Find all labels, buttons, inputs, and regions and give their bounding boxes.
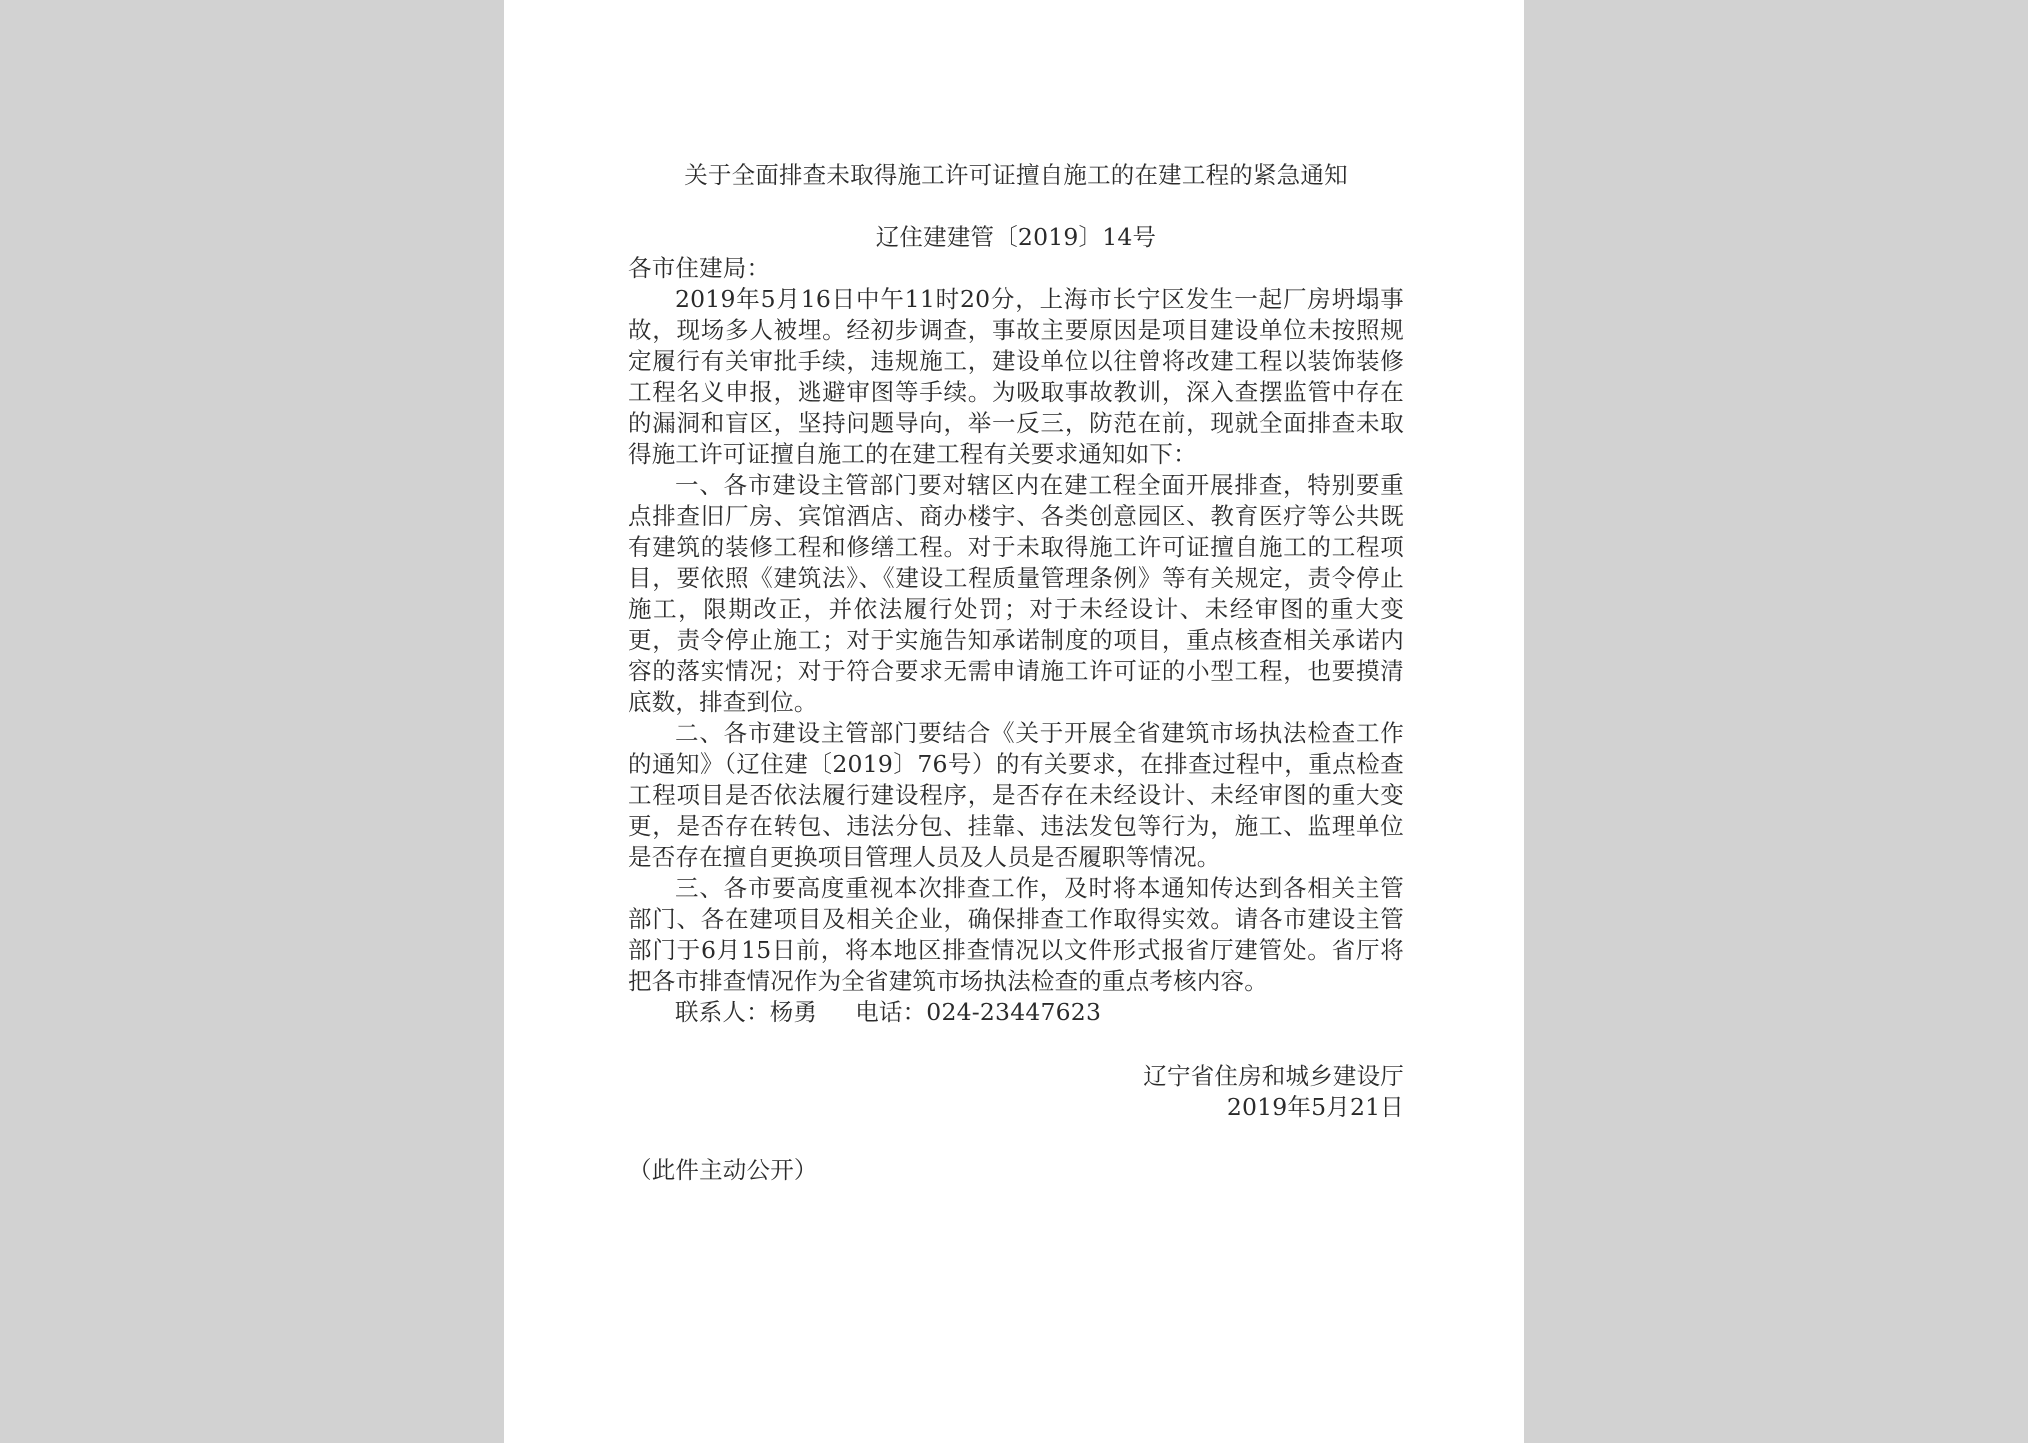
public-disclosure-note: （此件主动公开）	[628, 1156, 818, 1184]
issuer-name: 辽宁省住房和城乡建设厅	[1143, 1062, 1404, 1090]
paragraph-item-3: 三、各市要高度重视本次排查工作，及时将本通知传达到各相关主管部门、各在建项目及相关企业，确保排查工作取得实效。请各市建设主管部门于6月15日前，将本地区排查情况以文件形式报省厅建管处。省厅将把各市排查情况作为全省建筑市场执法检查的重点考核内容。	[628, 874, 1404, 995]
paragraph-item-1: 一、各市建设主管部门要对辖区内在建工程全面开展排查，特别要重点排查旧厂房、宾馆酒店、商办楼宇、各类创意园区、教育医疗等公共既有建筑的装修工程和修缮工程。对于未取得施工许可证擅自施工的工程项目，要依照《建筑法》、《建设工程质量管理条例》等有关规定，责令停止施工，限期改正，并依法履行处罚；对于未经设计、未经审图的重大变更，责令停止施工；对于实施告知承诺制度的项目，重点核查相关承诺内容的落实情况；对于符合要求无需申请施工许可证的小型工程，也要摸清底数，排查到位。	[628, 471, 1404, 716]
paragraph-intro: 2019年5月16日中午11时20分，上海市长宁区发生一起厂房坍塌事故，现场多人被埋。经初步调查，事故主要原因是项目建设单位未按照规定履行有关审批手续，违规施工，建设单位以往曾将改建工程以装饰装修工程名义申报，逃避审图等手续。为吸取事故教训，深入查摆监管中存在的漏洞和盲区，坚持问题导向，举一反三，防范在前，现就全面排查未取得施工许可证擅自施工的在建工程有关要求通知如下：	[628, 285, 1404, 468]
issue-date: 2019年5月21日	[1226, 1093, 1404, 1121]
salutation: 各市住建局：	[628, 254, 771, 282]
document-number: 辽住建建管〔2019〕14号	[875, 223, 1157, 251]
paragraph-item-2: 二、各市建设主管部门要结合《关于开展全省建筑市场执法检查工作的通知》（辽住建〔2019〕76号）的有关要求，在排查过程中，重点检查工程项目是否依法履行建设程序，是否存在未经设计、未经审图的重大变更，是否存在转包、违法分包、挂靠、违法发包等行为，施工、监理单位是否存在擅自更换项目管理人员及人员是否履职等情况。	[628, 719, 1404, 871]
contact-phone: 电话：024-23447623	[855, 998, 1102, 1026]
document-page	[504, 0, 1524, 1443]
contact-person: 联系人：杨勇	[675, 998, 818, 1026]
signature-block	[1143, 1061, 1404, 1123]
document-title: 关于全面排查未取得施工许可证擅自施工的在建工程的紧急通知	[684, 161, 1348, 189]
document-body	[628, 253, 1404, 1028]
contact-line	[628, 997, 1404, 1028]
